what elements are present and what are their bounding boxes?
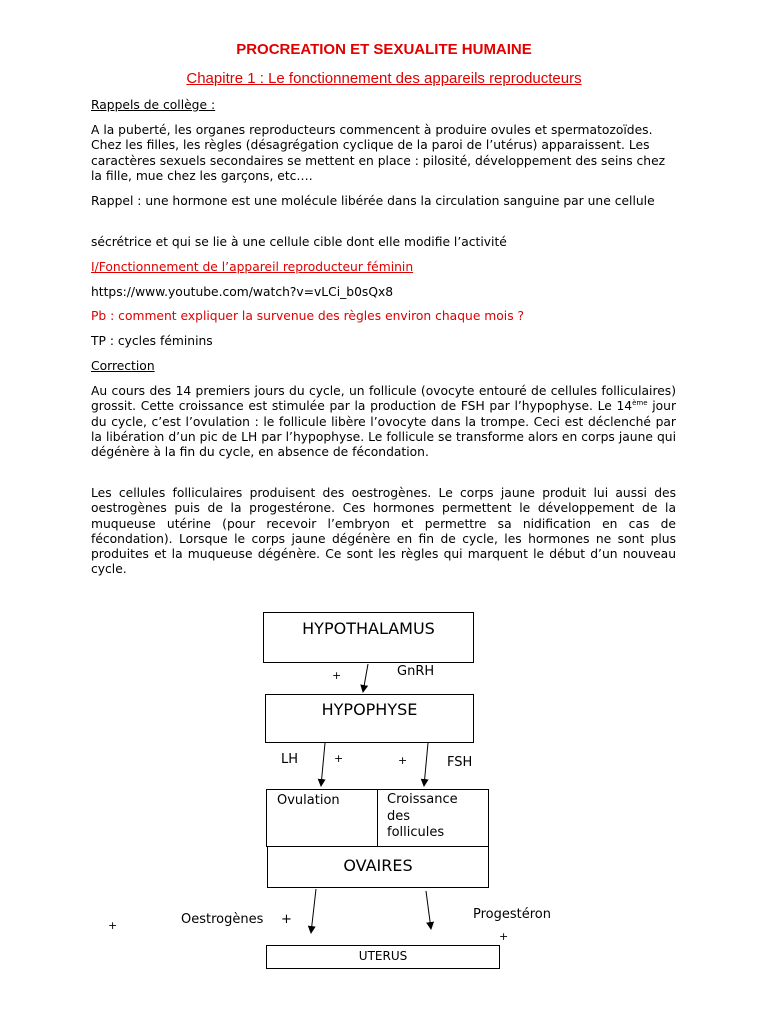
superscript-eme: ème (632, 399, 648, 408)
rappels-heading: Rappels de collège : (91, 98, 216, 112)
paragraph-cycle-part2: jour du cycle, c’est l’ovulation : le follicule libère l’ovocyte dans la trompe. Ceci est déclenché par la libération d’un pic de LH par l’hypophyse. Le follicule se transforme alors en corps jaune qui dégénère à la fin du cycle, en absence de fécondation. (91, 399, 676, 460)
plus-sign-progesterone: + (499, 930, 509, 943)
ovaires-label: OVAIRES (343, 856, 413, 875)
plus-sign-fsh: + (398, 754, 408, 767)
fsh-label: FSH (447, 755, 473, 770)
section-heading-female: I/Fonctionnement de l’appareil reproducteur féminin (91, 260, 414, 274)
arrow-oestrogenes (311, 889, 316, 933)
plus-sign-oestrogenes: + (281, 912, 292, 927)
problem-statement: Pb : comment expliquer la survenue des règles environ chaque mois ? (91, 309, 525, 323)
arrow-progesterone (426, 891, 431, 929)
hypothalamus-label: HYPOTHALAMUS (302, 619, 435, 638)
plus-sign-gnrh: + (332, 669, 342, 682)
arrow-lh (321, 743, 325, 786)
arrow-gnrh (363, 664, 368, 692)
ovulation-label: Ovulation (277, 793, 340, 808)
croissance-line2: des (387, 808, 411, 824)
hypophyse-box (265, 694, 474, 743)
video-link[interactable]: https://www.youtube.com/watch?v=vLCi_b0sQx8 (91, 285, 394, 299)
hypothalamus-box (263, 612, 474, 663)
uterus-box (266, 945, 500, 969)
hypophyse-label: HYPOPHYSE (321, 700, 418, 719)
chapter-title: Chapitre 1 : Le fonctionnement des appareils reproducteurs (186, 70, 582, 87)
gnrh-label: GnRH (397, 664, 435, 679)
croissance-box (377, 789, 489, 847)
ovaires-box (267, 846, 489, 888)
paragraph-hormone-definition: Rappel : une hormone est une molécule libérée dans la circulation sanguine par une cellule (91, 194, 655, 208)
progesterone-label: Progestéron (473, 907, 551, 922)
page-title: PROCREATION ET SEXUALITE HUMAINE (236, 41, 532, 58)
ovulation-box (266, 789, 378, 847)
croissance-line3: follicules (387, 825, 445, 840)
plus-sign-lh: + (334, 752, 344, 765)
tp-label: TP : cycles féminins (91, 334, 213, 348)
paragraph-cycle (91, 384, 676, 460)
oestrogenes-label: Oestrogènes (181, 912, 264, 927)
uterus-label: UTERUS (358, 949, 408, 963)
lh-label: LH (281, 752, 299, 767)
paragraph-cycle-part1: Au cours des 14 premiers jours du cycle, un follicule (ovocyte entouré de cellules folliculaires) grossit. Cette croissance est stimulée par la production de FSH par l’hypophyse. Le 14 (91, 384, 676, 414)
plus-sign-left: + (108, 919, 118, 932)
paragraph-hormone-definition-cont: sécrétrice et qui se lie à une cellule cible dont elle modifie l’activité (91, 235, 507, 249)
croissance-label (387, 792, 488, 842)
correction-heading: Correction (91, 359, 155, 373)
paragraph-puberty: A la puberté, les organes reproducteurs commencent à produire ovules et spermatozoïdes. Chez les filles, les règles (désagrégation cyclique de la paroi de l’utérus) apparaissent. Les caractères sexuels secondaires se mettent en place : pilosité, développement des seins chez la fille, mue chez les garçons, etc…. (91, 123, 666, 183)
arrow-fsh (424, 743, 428, 786)
paragraph-hormones: Les cellules folliculaires produisent des oestrogènes. Le corps jaune produit lui aussi des oestrogènes puis de la progestérone. Ces hormones permettent le développement de la muqueuse utérine (pour recevoir l’embryon et permettre sa nidification en cas de fécondation). Lorsque le corps jaune dégénère en fin de cycle, les hormones ne sont plus produites et la muqueuse dégénère. Ce sont les règles qui marquent le début d’un nouveau cycle. (91, 486, 676, 577)
croissance-line1: Croissance (387, 792, 458, 807)
